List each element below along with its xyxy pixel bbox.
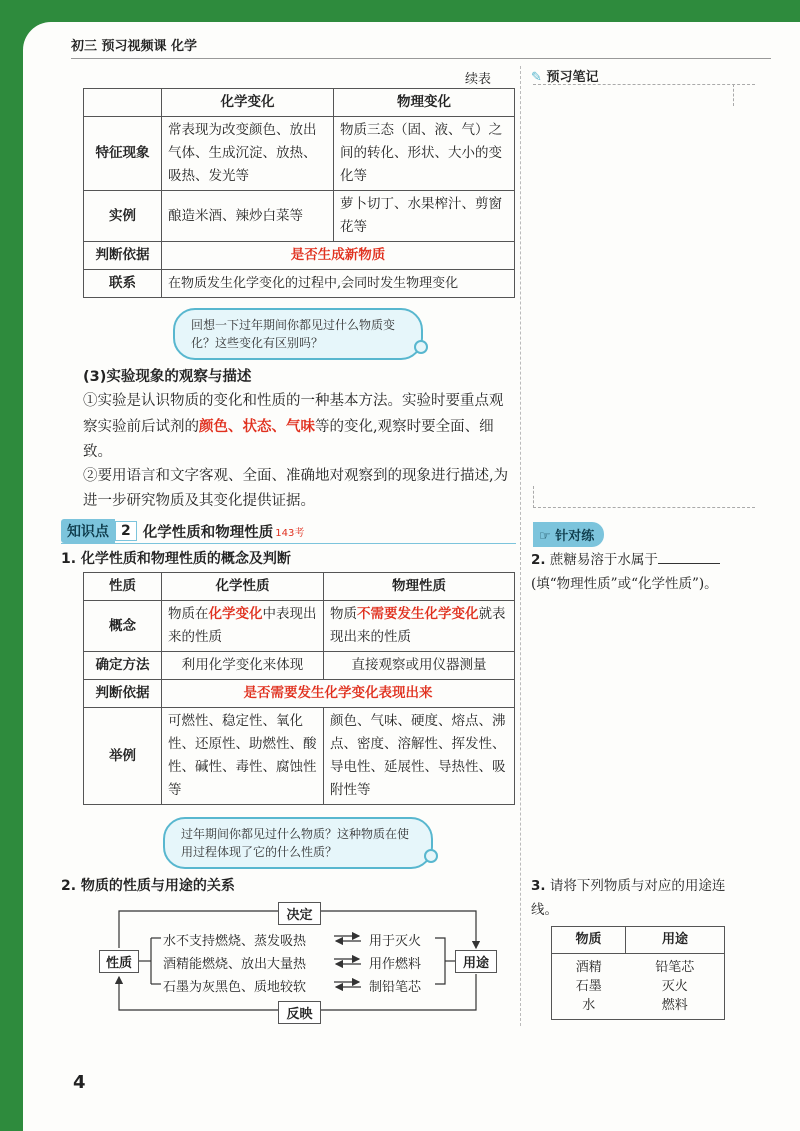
page — [23, 22, 800, 1131]
question-2-text-b: (填“物理性质”或“化学性质”)。 — [531, 576, 718, 592]
concept-phys-a: 物质 — [330, 606, 357, 622]
cell-phys-examples: 颜色、气味、硬度、熔点、沸点、密度、溶解性、挥发性、导电性、延展性、导热性、吸附性等 — [324, 708, 515, 805]
practice-title-text: 针对练 — [555, 529, 595, 544]
flow-row-3-right: 制铅笔芯 — [369, 980, 422, 995]
substance-item[interactable]: 石墨 — [575, 979, 602, 994]
use-item[interactable]: 灭火 — [661, 979, 688, 994]
row-label-phenomena: 特征现象 — [84, 117, 162, 191]
page-number: 4 — [73, 1072, 86, 1093]
table2-header-chem: 化学性质 — [162, 573, 324, 601]
cell-phys-phenomena: 物质三态（固、液、气）之间的转化、形状、大小的变化等 — [334, 117, 515, 191]
question-3-number: 3. — [531, 878, 546, 894]
subsection-2-title: 2. 物质的性质与用途的关系 — [61, 878, 235, 894]
notes-area[interactable] — [533, 84, 755, 508]
concept-chem-a: 物质在 — [168, 606, 209, 622]
flow-reflect-box: 反映 — [278, 1001, 321, 1024]
table2-header-prop: 性质 — [84, 573, 162, 601]
concept-chem-red: 化学变化 — [208, 606, 263, 622]
hand-pointer-icon: ☞ — [539, 529, 551, 544]
cell-judge-basis: 是否生成新物质 — [162, 242, 515, 270]
notes-area-corner-bottom — [533, 486, 534, 508]
section3-title: (3)实验现象的观察与描述 — [83, 369, 252, 385]
question-3 — [531, 874, 751, 922]
header-title: 初三 预习视频课 化学 — [71, 39, 198, 54]
cell-phys-method: 直接观察或用仪器测量 — [324, 652, 515, 680]
flow-row-1-left: 水不支持燃烧、蒸发吸热 — [163, 934, 307, 949]
matching-use-list — [626, 954, 725, 1020]
question-2-blank[interactable] — [658, 563, 720, 564]
cell-phys-example: 萝卜切丁、水果榨汁、剪窗花等 — [334, 191, 515, 242]
table1-header-chem: 化学变化 — [162, 89, 334, 117]
use-item[interactable]: 燃料 — [661, 998, 688, 1013]
kp-title: 化学性质和物理性质 — [142, 524, 274, 541]
concept-chem-b: 中表现出来的性质 — [168, 606, 317, 645]
flow-row-3-left: 石墨为灰黑色、质地较软 — [163, 980, 307, 995]
matching-header-substance: 物质 — [552, 927, 626, 954]
row-label-concept: 概念 — [84, 601, 162, 652]
pencil-icon: ✎ — [531, 70, 542, 85]
notes-area-corner-top — [733, 84, 734, 106]
p1-text-a: ①实验是认识物质的变化和性质的一种基本方法。实验时要重点观察实验前后试剂的 — [83, 393, 504, 435]
kp-number: 2 — [115, 521, 137, 541]
cell-judge-basis-2: 是否需要发生化学变化表现出来 — [162, 680, 515, 708]
row-label-link: 联系 — [84, 270, 162, 298]
flow-row-1-right: 用于灭火 — [369, 934, 422, 949]
notes-title-text: 预习笔记 — [546, 70, 599, 85]
kp-tag: 知识点 — [61, 519, 115, 543]
flow-property-box: 性质 — [99, 950, 139, 973]
concept-phys-b: 就表现出来的性质 — [330, 606, 506, 645]
row-label-judge: 判断依据 — [84, 242, 162, 270]
question-2-text-a: 蔗糖易溶于水属于 — [549, 552, 658, 568]
practice-title — [533, 522, 604, 547]
kp-exam-mark: 143考 — [275, 527, 305, 539]
row-label-examples: 举例 — [84, 708, 162, 805]
matching-table — [551, 926, 725, 1020]
row-label-example: 实例 — [84, 191, 162, 242]
matching-substance-list — [552, 954, 626, 1020]
cell-link: 在物质发生化学变化的过程中,会同时发生物理变化 — [162, 270, 515, 298]
substance-item[interactable]: 酒精 — [575, 960, 602, 975]
question-2 — [531, 548, 751, 596]
table2-header-phys: 物理性质 — [324, 573, 515, 601]
cell-chem-method: 利用化学变化来体现 — [162, 652, 324, 680]
subsection-1-title: 1. 化学性质和物理性质的概念及判断 — [61, 551, 291, 567]
cell-chem-examples: 可燃性、稳定性、氧化性、还原性、助燃性、酸性、碱性、毒性、腐蚀性等 — [162, 708, 324, 805]
use-item[interactable]: 铅笔芯 — [655, 960, 695, 975]
question-2-number: 2. — [531, 552, 546, 568]
substance-item[interactable]: 水 — [582, 998, 596, 1013]
p1-text-b: 等的变化,观察时要全面、细致。 — [83, 419, 494, 460]
think-bubble-2: 过年期间你都见过什么物质？这种物质在使用过程体现了它的什么性质？ — [163, 817, 433, 869]
flow-row-2-left: 酒精能燃烧、放出大量热 — [163, 957, 307, 972]
flow-decide-box: 决定 — [278, 902, 321, 925]
matching-header-use: 用途 — [626, 927, 725, 954]
table1-header-phys: 物理变化 — [334, 89, 515, 117]
flow-row-2-right: 用作燃料 — [369, 957, 422, 972]
flow-use-box: 用途 — [455, 950, 497, 973]
continued-label: 续表 — [465, 72, 492, 87]
p1-highlight: 颜色、状态、气味 — [199, 418, 315, 435]
concept-phys-red: 不需要发生化学变化 — [357, 606, 479, 622]
section3-paragraph-2: ②要用语言和文字客观、全面、准确地对观察到的现象进行描述,为进一步研究物质及其变化提供证据。 — [83, 468, 509, 509]
cell-chem-example: 酿造米酒、辣炒白菜等 — [162, 191, 334, 242]
think-bubble-1: 回想一下过年期间你都见过什么物质变化？这些变化有区别吗？ — [173, 308, 423, 360]
row-label-method: 确定方法 — [84, 652, 162, 680]
notes-title — [531, 66, 598, 85]
cell-chem-phenomena: 常表现为改变颜色、放出气体、生成沉淀、放热、吸热、发光等 — [162, 117, 334, 191]
question-3-text: 请将下列物质与对应的用途连线。 — [531, 878, 726, 918]
row-label-judge2: 判断依据 — [84, 680, 162, 708]
